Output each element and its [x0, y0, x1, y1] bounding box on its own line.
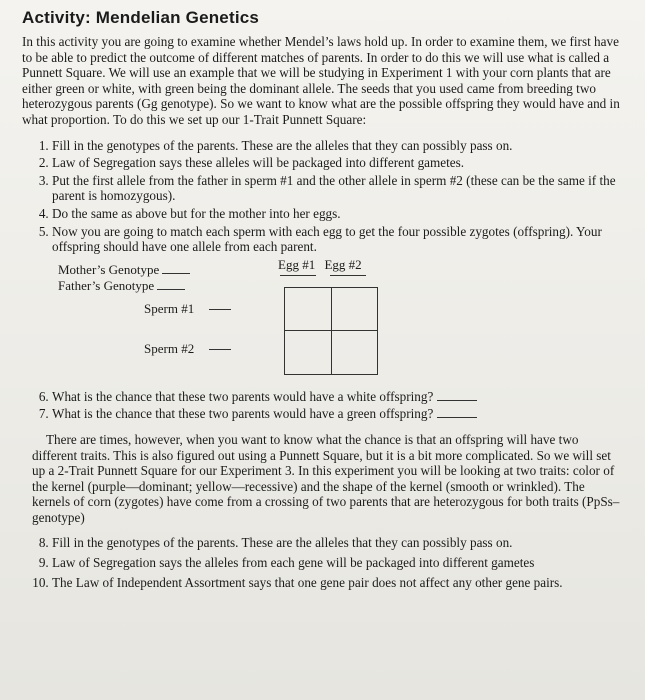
egg-2-label: Egg #2	[324, 256, 362, 272]
step-8: 8. Fill in the genotypes of the parents. These are the alleles that they can possibly pass on.	[52, 535, 625, 551]
father-genotype-label: Father’s Genotype	[58, 277, 155, 293]
question-7	[52, 406, 625, 422]
page-title: Activity: Mendelian Genetics	[22, 8, 260, 27]
instruction-list-1	[22, 138, 625, 255]
answer-7-field[interactable]	[437, 417, 477, 418]
instruction-list-2	[22, 535, 625, 590]
step-10: 10. The Law of Independent Assortment says that one gene pair does not affect any other gene pairs.	[52, 575, 625, 591]
question-7-text: What is the chance that these two parents would have a green offspring?	[52, 406, 434, 422]
step-2: 2. Law of Segregation says these alleles will be packaged into different gametes.	[52, 155, 625, 171]
question-list	[22, 389, 625, 422]
step-4: 4. Do the same as above but for the mother into her eggs.	[52, 206, 625, 222]
egg-2-field[interactable]	[330, 275, 366, 276]
step-9: 9. Law of Segregation says the alleles from each gene will be packaged into different gametes	[52, 555, 625, 571]
sperm-1-field[interactable]	[209, 309, 231, 310]
egg-1-field[interactable]	[280, 275, 316, 276]
mother-genotype-label: Mother’s Genotype	[58, 261, 160, 277]
egg-1-label: Egg #1	[278, 256, 316, 272]
grid-divider-vertical	[331, 288, 332, 374]
two-trait-paragraph: There are times, however, when you want to know what the chance is that an offspring will have two different traits. This is also figured out using a Punnett Square, but it is a bit more complicated. So we will set up a 2-Trait Punnett Square for our Experiment 3. In this experiment you will be looking at two traits: color of the kernel (purple—dominant; yellow—recessive) and the shape of the kernel (smooth or wrinkled). The kernels of corn (zygotes) have come from a crossing of two parents that are heterozygous for both traits (PpSs–genotype)	[32, 431, 620, 525]
question-6-text: What is the chance that these two parents would have a white offspring?	[52, 388, 434, 404]
intro-paragraph: In this activity you are going to examine whether Mendel’s laws hold up. In order to examine them, we first have to be able to predict the outcome of different matches of parents. In order to do this we will use what is called a Punnett Square. We will use an example that we will be studying in Experiment 1 with your corn plants that are either green or white, with green being the dominant allele. The seeds that you used came from breeding two heterozygous parents (Gg genotype). So we want to know what are the possible offspring they would have and in what proportion. To do this we set up our 1-Trait Punnett Square:	[22, 34, 620, 127]
punnett-grid[interactable]	[284, 287, 378, 375]
punnett-square-section	[22, 257, 625, 389]
step-1: 1. Fill in the genotypes of the parents. These are the alleles that they can possibly pass on.	[52, 138, 625, 154]
grid-divider-horizontal	[285, 330, 377, 331]
step-5: 5. Now you are going to match each sperm with each egg to get the four possible zygotes (offspring). Your offspring should have one allele from each parent.	[52, 224, 625, 255]
father-genotype-field[interactable]	[157, 277, 185, 290]
sperm-1-label: Sperm #1	[144, 300, 195, 316]
answer-6-field[interactable]	[437, 400, 477, 401]
step-3: 3. Put the first allele from the father in sperm #1 and the other allele in sperm #2 (these can be the same if the parent is homozygous).	[52, 173, 625, 204]
sperm-2-label: Sperm #2	[144, 340, 195, 356]
mother-genotype-field[interactable]	[162, 261, 190, 274]
question-6	[52, 389, 625, 405]
sperm-2-field[interactable]	[209, 349, 231, 350]
